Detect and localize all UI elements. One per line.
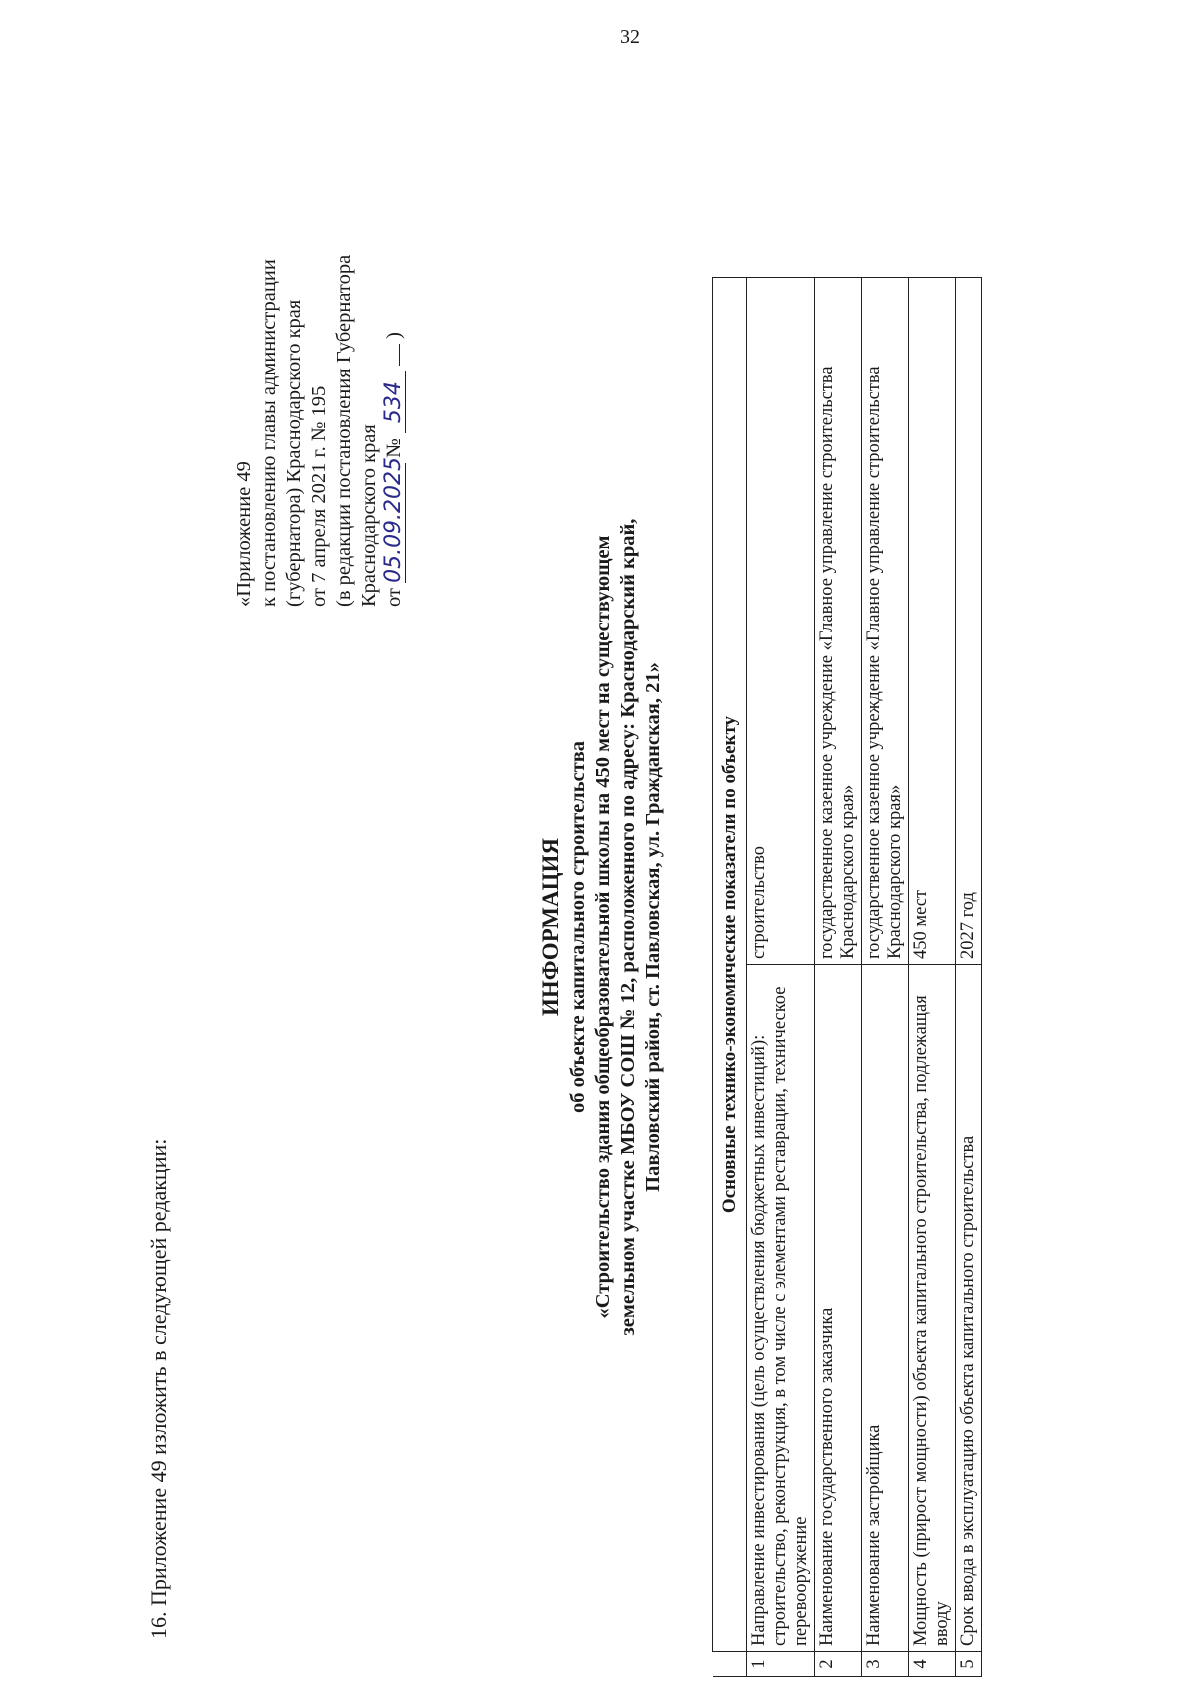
document-heading (536, 157, 666, 1697)
handwritten-date: 05.09.2025 (381, 456, 406, 583)
row-number: 2 (815, 1652, 862, 1677)
number-label: № (383, 438, 405, 458)
table-row (815, 278, 862, 1677)
closing-paren: ) (383, 332, 405, 339)
row-parameter: Срок ввода в эксплуатацию объекта капитального строительства (956, 965, 982, 1652)
table-header-row (713, 278, 747, 1677)
row-parameter: Направление инвестирования (цель осуществления бюджетных инвестиций): строительство, реконструкция, в том числе с элементами реставрации, техническое перевооружение (747, 965, 815, 1652)
heading-object-line: «Строительство здания общеобразовательной школы на 450 мест на существующем (592, 535, 614, 1319)
table-row (956, 278, 982, 1677)
heading-object-line: Павловский район, ст. Павловская, ул. Гражданская, 21» (642, 662, 664, 1192)
handwritten-number: 534 (383, 371, 406, 433)
row-number: 1 (747, 1652, 815, 1677)
appendix-line: от 7 апреля 2021 г. № 195 (308, 385, 330, 607)
heading-object-line: земельном участке МБОУ СОШ № 12, расположенного по адресу: Краснодарский край, (617, 518, 639, 1336)
page-number: 32 (620, 26, 640, 48)
appendix-line: (в редакции постановления Губернатора (333, 254, 355, 607)
table-row (747, 278, 815, 1677)
table-header: Основные технико-экономические показатели по объекту (713, 278, 747, 1652)
row-number: 3 (862, 1652, 909, 1677)
row-value: 450 мест (909, 278, 956, 965)
intro-text: 16. Приложение 49 изложить в следующей редакции: (146, 1138, 171, 1639)
blank-underline (399, 344, 400, 366)
rotated-sheet (0, 157, 1100, 1697)
heading-title: ИНФОРМАЦИЯ (538, 837, 563, 1017)
table-header-empty-cell (713, 1652, 747, 1677)
appendix-line: (губернатора) Краснодарского края (283, 299, 305, 607)
table-row (862, 278, 909, 1677)
row-parameter: Наименование государственного заказчика (815, 965, 862, 1652)
from-label: от (383, 588, 405, 607)
row-value: строительство (747, 278, 815, 965)
row-value: государственное казенное учреждение «Главное управление строительства Краснодарского края» (862, 278, 909, 965)
appendix-line: Краснодарского края (358, 424, 380, 607)
row-value: 2027 год (956, 278, 982, 965)
appendix-block (232, 255, 407, 607)
table-row (909, 278, 956, 1677)
indicators-table (712, 277, 982, 1677)
heading-subtitle: об объекте капитального строительства (567, 740, 589, 1114)
appendix-line: к постановлению главы администрации (258, 259, 280, 607)
row-parameter: Наименование застройщика (862, 965, 909, 1652)
row-parameter: Мощность (прирост мощности) объекта капитального строительства, подлежащая вводу (909, 965, 956, 1652)
row-number: 5 (956, 1652, 982, 1677)
appendix-signature-line (382, 255, 407, 607)
row-number: 4 (909, 1652, 956, 1677)
row-value: государственное казенное учреждение «Главное управление строительства Краснодарского края» (815, 278, 862, 965)
appendix-line: «Приложение 49 (233, 461, 255, 607)
